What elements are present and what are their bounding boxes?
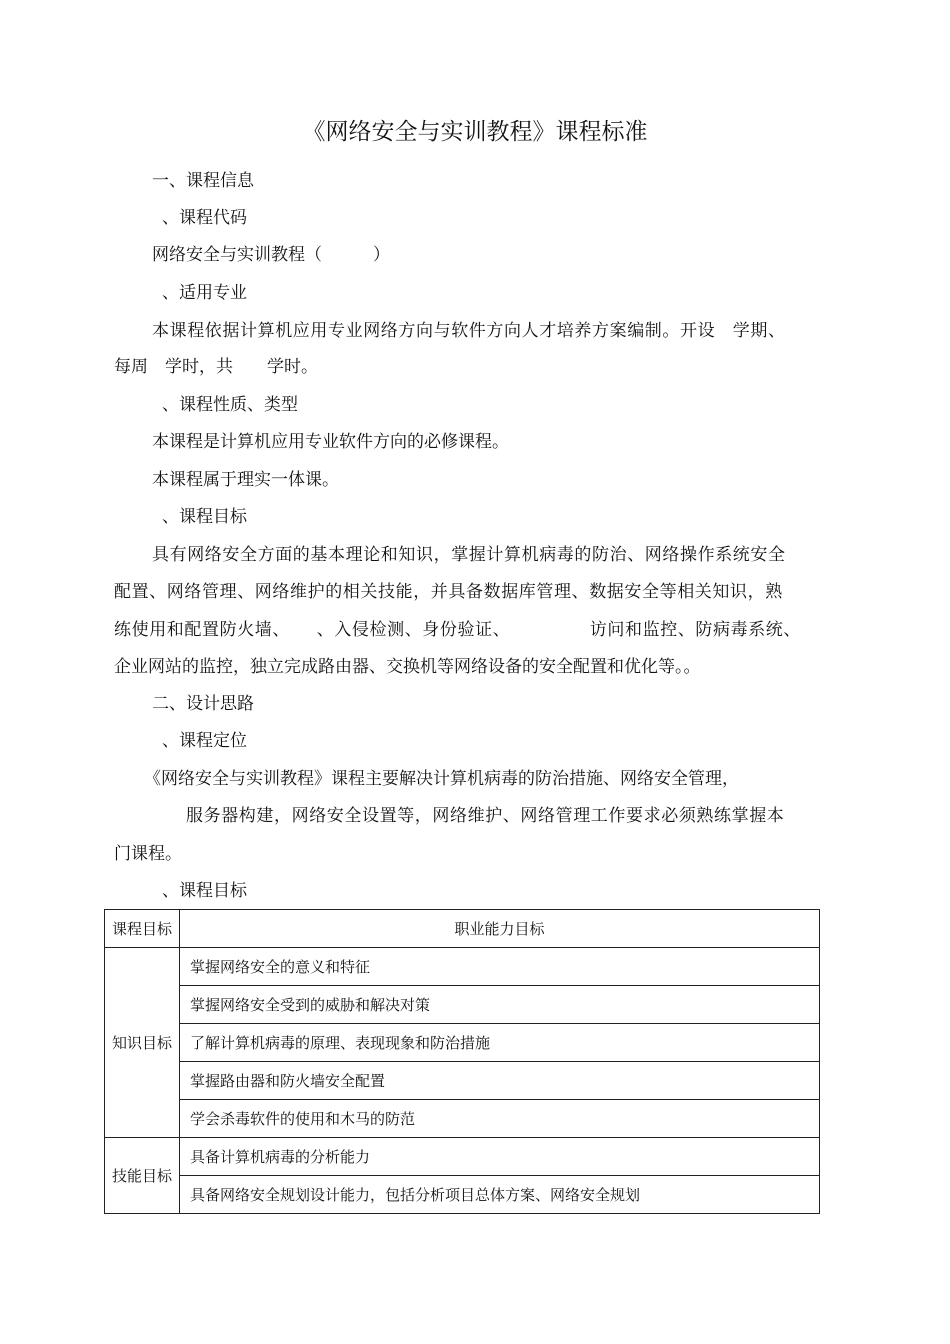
subheading-course-position: 、课程定位 — [162, 731, 247, 751]
table-row — [105, 1138, 820, 1176]
nature-paragraph-line: 本课程是计算机应用专业软件方向的必修课程。 — [152, 432, 509, 452]
table-row — [105, 1062, 820, 1100]
position-paragraph-line: 服务器构建，网络安全设置等，网络维护、网络管理工作要求必须熟练掌握本 — [186, 806, 785, 826]
section-heading-design-idea: 二、设计思路 — [152, 694, 254, 714]
table-header-row — [105, 910, 820, 948]
subheading-course-code: 、课程代码 — [162, 208, 247, 228]
major-paragraph-line: 本课程依据计算机应用专业网络方向与软件方向人才培养方案编制。开设 学期、 — [152, 321, 786, 341]
goal-paragraph-line: 练使用和配置防火墙、 、入侵检测、身份验证、 访问和监控、防病毒系统、 — [114, 620, 801, 640]
major-paragraph-line: 每周 学时，共 学时。 — [114, 357, 318, 377]
table-cell: 学会杀毒软件的使用和木马的防范 — [180, 1100, 820, 1138]
table-header-cell: 职业能力目标 — [180, 910, 820, 948]
section-heading-course-info: 一、课程信息 — [152, 171, 254, 191]
table-cell: 了解计算机病毒的原理、表现现象和防治措施 — [180, 1024, 820, 1062]
course-code-text: 网络安全与实训教程（ ） — [152, 245, 390, 265]
table-cell: 掌握网络安全的意义和特征 — [180, 948, 820, 986]
page-title: 《网络安全与实训教程》课程标准 — [302, 119, 648, 145]
table-cell: 具备网络安全规划设计能力，包括分析项目总体方案、网络安全规划 — [180, 1176, 820, 1214]
table-row — [105, 986, 820, 1024]
goal-paragraph-line: 配置、网络管理、网络维护的相关技能，并具备数据库管理、数据安全等相关知识，熟 — [114, 582, 783, 602]
nature-paragraph-line: 本课程属于理实一体课。 — [152, 470, 339, 490]
goal-paragraph-line: 企业网站的监控，独立完成路由器、交换机等网络设备的安全配置和优化等。。 — [114, 657, 701, 677]
table-row — [105, 1176, 820, 1214]
subheading-course-goal-2: 、课程目标 — [162, 881, 247, 901]
category-cell-skill: 技能目标 — [105, 1138, 180, 1214]
subheading-course-goal: 、课程目标 — [162, 507, 247, 527]
subheading-applicable-major: 、适用专业 — [162, 283, 247, 303]
table-cell: 掌握路由器和防火墙安全配置 — [180, 1062, 820, 1100]
table-row — [105, 1024, 820, 1062]
table-row — [105, 948, 820, 986]
category-cell-knowledge: 知识目标 — [105, 948, 180, 1138]
position-paragraph-line: 《网络安全与实训教程》课程主要解决计算机病毒的防治措施、网络安全管理， — [144, 769, 739, 789]
course-goals-table — [104, 909, 820, 1214]
position-paragraph-line: 门课程。 — [114, 844, 182, 864]
table-cell: 掌握网络安全受到的威胁和解决对策 — [180, 986, 820, 1024]
table-row — [105, 1100, 820, 1138]
goal-paragraph-line: 具有网络安全方面的基本理论和知识，掌握计算机病毒的防治、网络操作系统安全 — [152, 545, 786, 565]
table-header-cell: 课程目标 — [105, 910, 180, 948]
table-cell: 具备计算机病毒的分析能力 — [180, 1138, 820, 1176]
subheading-course-nature: 、课程性质、类型 — [162, 395, 298, 415]
